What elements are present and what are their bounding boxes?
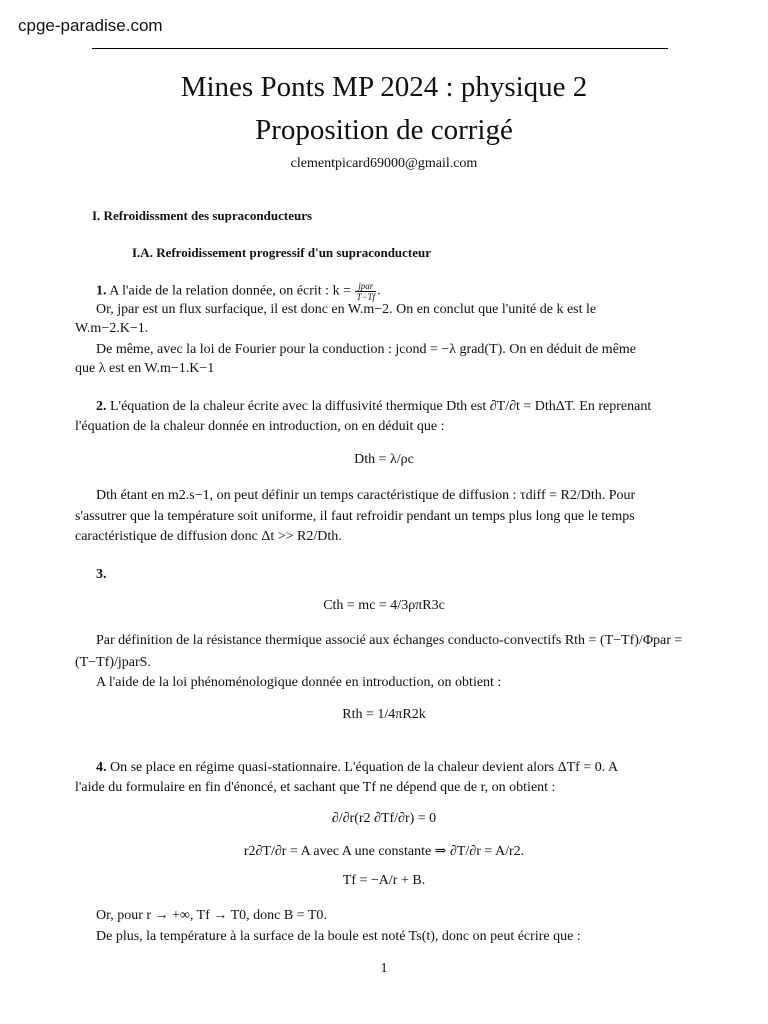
q3-equation1: Cth = mc = 4/3ρπR3c — [323, 598, 445, 613]
q3-number: 3. — [96, 567, 107, 582]
q4-equation1: ∂/∂r(r2 ∂Tf/∂r) = 0 — [331, 811, 437, 826]
q3-line1: Par définition de la résistance thermique associé aux échanges conducto-convectifs Rth = (T−Tf)/Φpar = — [96, 633, 683, 648]
page-number: 1 — [380, 961, 388, 976]
q2-line4: s'assutrer que la température soit uniforme, il faut refroidir pendant un temps plus long que le temps — [75, 509, 635, 524]
q4-number: 4. — [96, 760, 107, 775]
author-email: clementpicard69000@gmail.com — [290, 156, 478, 171]
q4-line1: 4. On se place en régime quasi-stationnaire. L'équation de la chaleur devient alors ΔTf = 0. A — [96, 760, 619, 775]
q1-fraction: $\frac{\text{jpar}}{T-Tf}$ — [356, 281, 376, 302]
section-title: I. Refroidissment des supraconducteurs — [92, 208, 313, 223]
q4-equation2: r2∂T/∂r = A avec A une constante ⇒ ∂T/∂r = A/r2. — [243, 844, 525, 859]
q2-line5: caractéristique de diffusion donc Δt >> R2/Dth. — [75, 529, 342, 544]
q2-equation: Dth = λ/ρc — [354, 452, 414, 467]
q4-line2: l'aide du formulaire en fin d'énoncé, et sachant que Tf ne dépend que de r, on obtient : — [75, 780, 556, 795]
doc-title: Mines Ponts MP 2024 : physique 2 — [180, 71, 588, 103]
q2-line2: l'équation de la chaleur donnée en introduction, on en déduit que : — [75, 419, 445, 434]
header-rule — [92, 48, 668, 49]
q4-equation3: Tf = −A/r + B. — [342, 873, 426, 888]
q1-line1: 1. A l'aide de la relation donnée, on écrit : k = $\frac{\text{jpar}}{T-Tf}$ . — [96, 281, 381, 302]
q4-line3: Or, pour r → +∞, Tf → T0, donc B = T0. — [96, 908, 327, 923]
q1-line2: Or, jpar est un flux surfacique, il est donc en W.m−2. On en conclut que l'unité de k est le — [96, 302, 597, 317]
q4-line4: De plus, la température à la surface de la boule est noté Ts(t), donc on peut écrire que : — [96, 929, 581, 944]
q1-number: 1. — [96, 283, 107, 299]
q1-line5: que λ est en W.m−1.K−1 — [75, 361, 215, 376]
q3-line3: A l'aide de la loi phénoménologique donnée en introduction, on obtient : — [96, 675, 502, 690]
subsection-title: I.A. Refroidissement progressif d'un supraconducteur — [132, 245, 432, 260]
q3-line0 — [96, 566, 716, 584]
q2-number: 2. — [96, 399, 107, 414]
q3-equation2: Rth = 1/4πR2k — [342, 707, 426, 722]
doc-subtitle: Proposition de corrigé — [255, 114, 513, 146]
q3-line2: (T−Tf)/jparS. — [75, 655, 151, 670]
site-watermark: cpge-paradise.com — [18, 16, 163, 35]
q2-line3: Dth étant en m2.s−1, on peut définir un temps caractéristique de diffusion : τdiff = R2/Dth. Pour — [96, 488, 636, 503]
q1-line3: W.m−2.K−1. — [75, 321, 149, 336]
q1-line4: De même, avec la loi de Fourier pour la conduction : jcond = −λ grad(T). On en déduit de même — [96, 342, 637, 357]
q2-line1: 2. L'équation de la chaleur écrite avec la diffusivité thermique Dth est ∂T/∂t = DthΔT. En reprenant — [96, 399, 652, 414]
